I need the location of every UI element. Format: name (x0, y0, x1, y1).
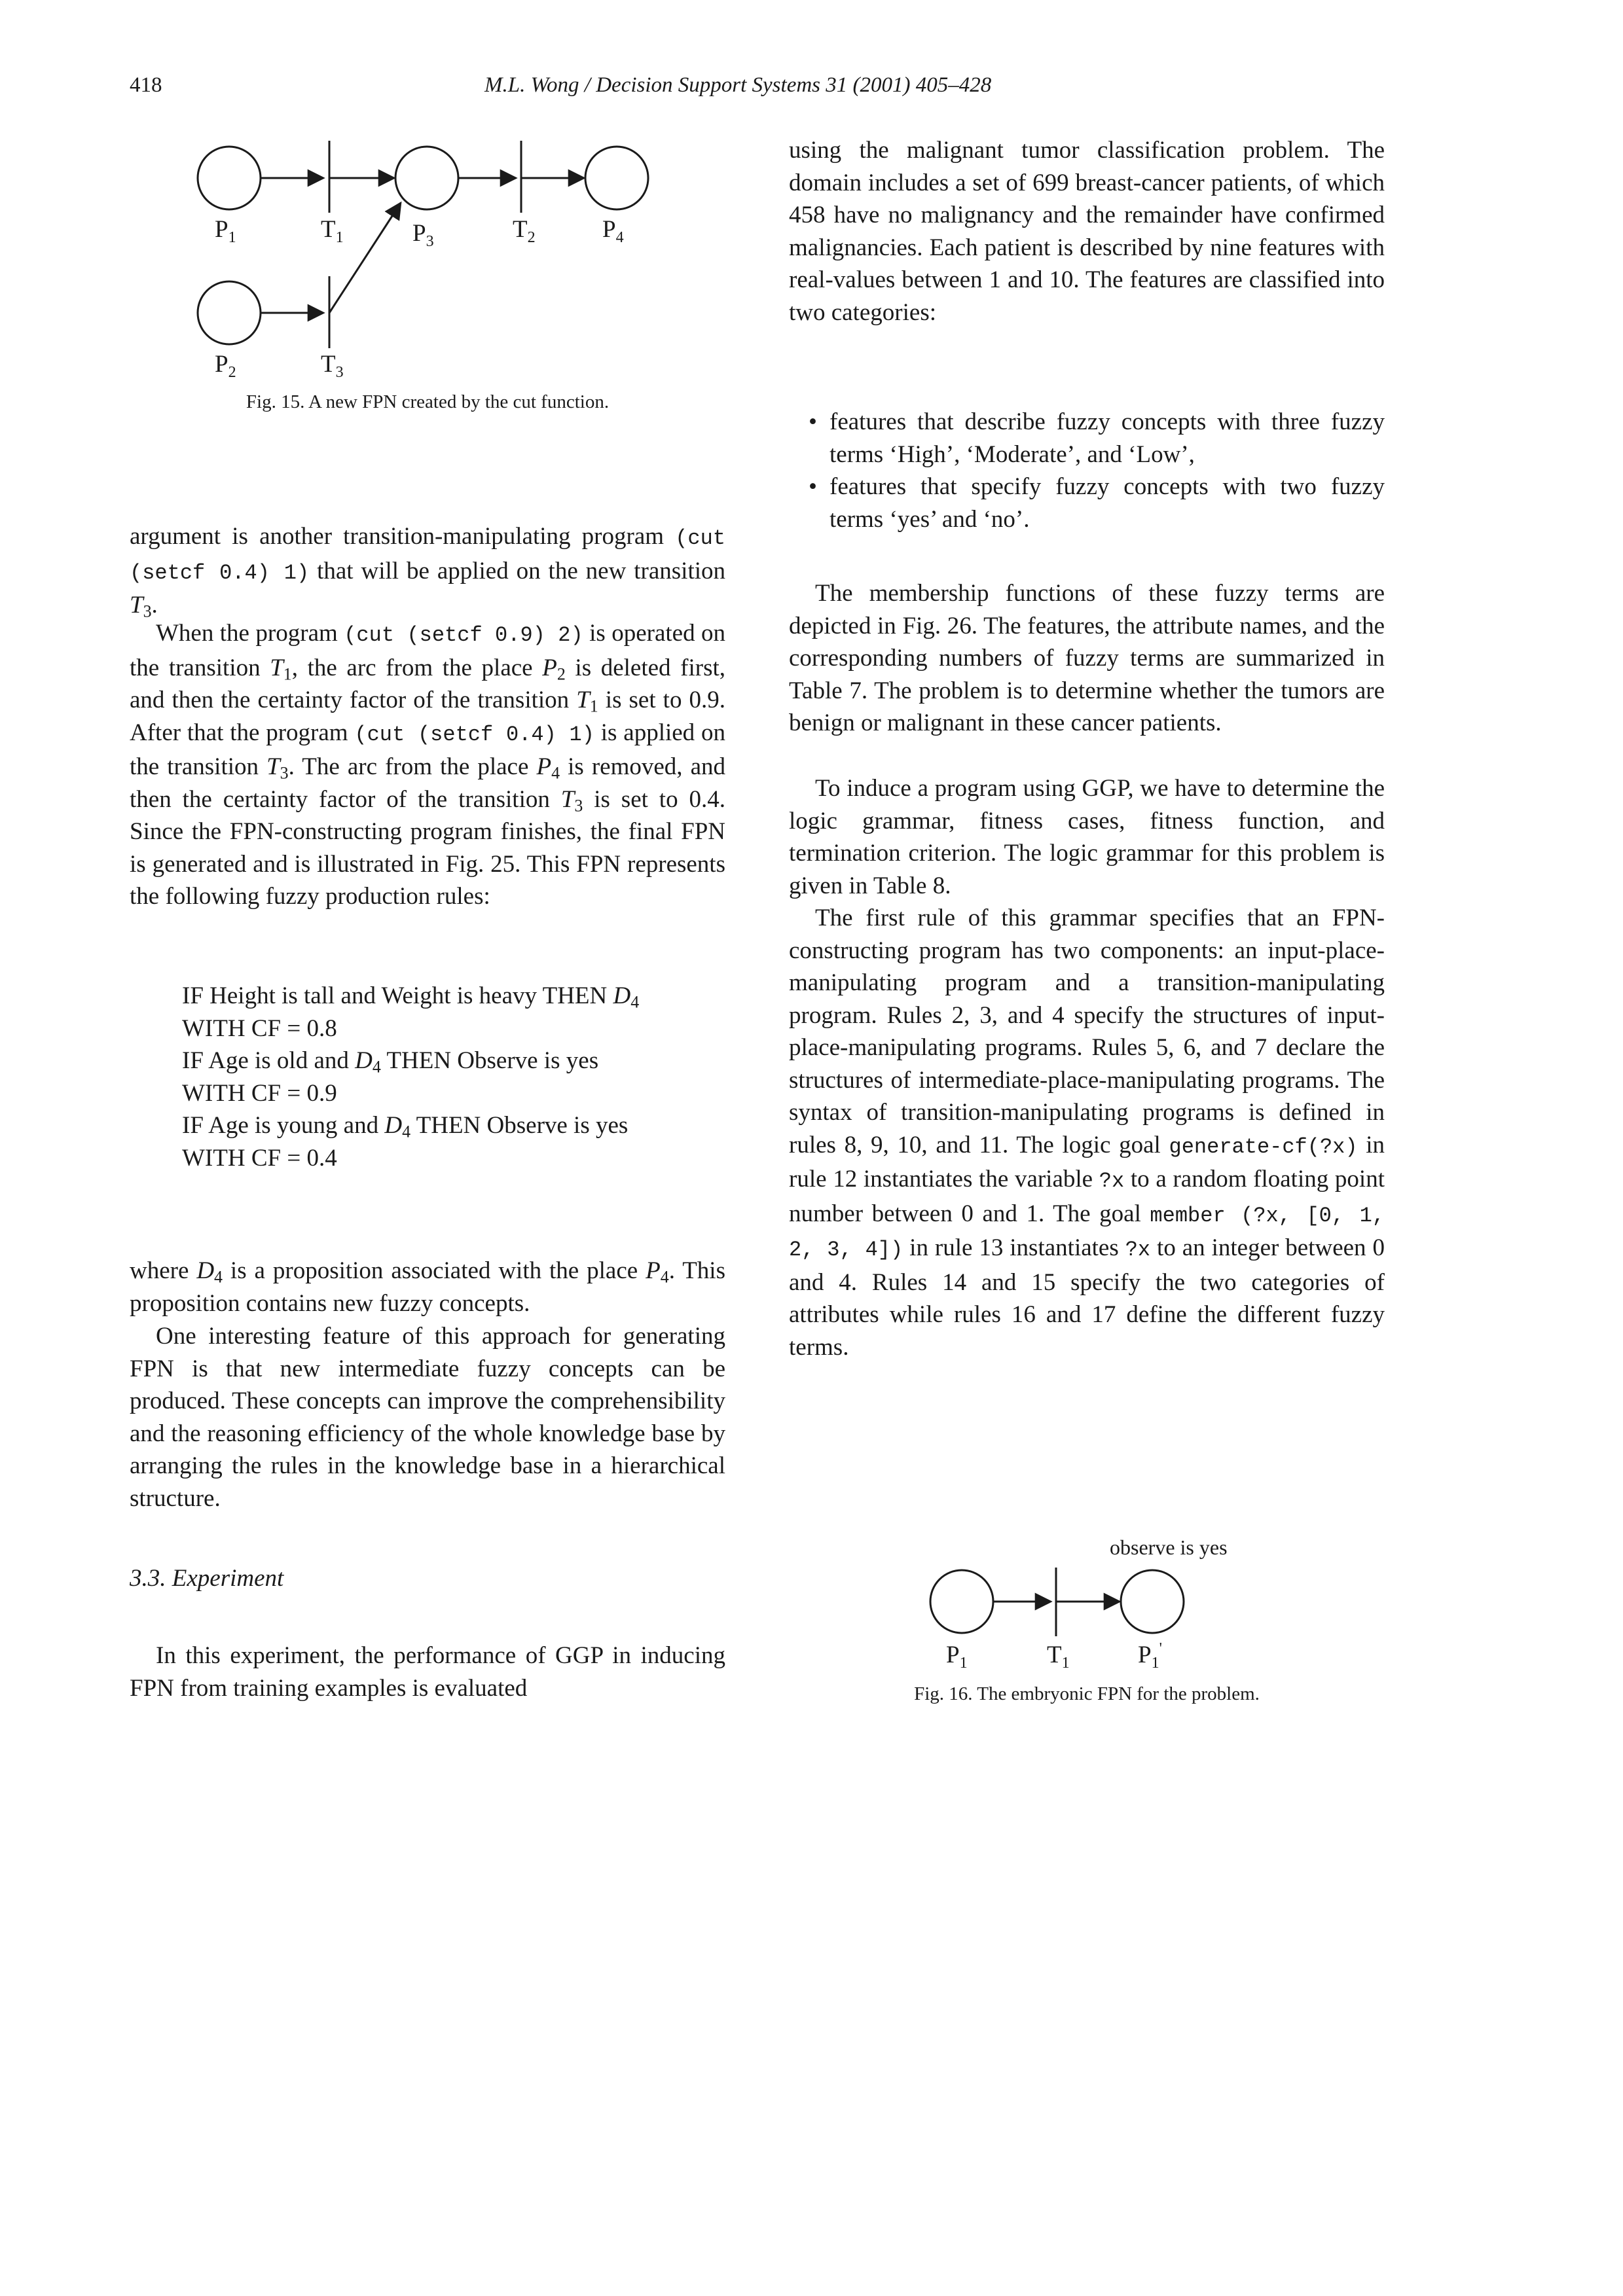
label-p1-prime: $P_1'$ (1138, 1640, 1162, 1672)
place-p3 (395, 147, 458, 209)
rule-line: IF Age is young and $D_4$ THEN Observe is yes (182, 1112, 629, 1141)
place-p4 (585, 147, 648, 209)
arc-t3-p3 (329, 203, 401, 313)
place-p2 (198, 281, 261, 344)
paragraph: One interesting feature of this approach for generating FPN is that new intermediate fuzzy concepts can be produced. These concepts can improve the comprehensibility and the reasoning efficiency of the whole knowledge base by arranging the rules in the knowledge base in a hierarchical structure. (130, 1323, 725, 1512)
bullet-list (789, 406, 1385, 535)
label-p3: $P_3$ (412, 220, 434, 250)
page-number: 418 (130, 73, 162, 97)
label-p2: $P_2$ (215, 351, 236, 381)
rule-line: IF Age is old and $D_4$ THEN Observe is yes (182, 1047, 599, 1077)
paragraph: using the malignant tumor classification problem. The domain includes a set of 699 breast-cancer patients, of which 458 have no malignancy and the remainder have confirmed malignancies. Each patient is described by nine features with real-values between 1 and 10. The features are classified into two categories: (789, 137, 1385, 326)
paragraph: The first rule of this grammar specifies that an FPN-constructing program has two components: an input-place-manipulating program and a transition-manipulating program. Rules 2, 3, and 4 specify the structures of input-place-manipulating programs. Rules 5, 6, and 7 declare the structures of intermediate-place-manipulating programs. The syntax of transition-manipulating programs is defined in rules 8, 9, 10, and 11. The logic goal generate-cf(?x) in rule 12 instantiates the variable ?x to a random floating point number between 0 and 1. The goal member (?x, [0, 1, 2, 3, 4]) in rule 13 instantiates ?x to an integer between 0 and 4. Rules 14 and 15 specify the two categories of attributes while rules 16 and 17 define the different fuzzy terms. (789, 905, 1385, 1361)
figure-16-diagram (789, 1528, 1385, 1679)
label-p4: $P_4$ (602, 216, 624, 246)
label-t2: $T_2$ (513, 216, 536, 246)
figure-16-caption: Fig. 16. The embryonic FPN for the problem. (914, 1683, 1260, 1704)
paragraph: The membership functions of these fuzzy terms are depicted in Fig. 26. The features, the attribute names, and the corresponding numbers of fuzzy terms are summarized in Table 7. The problem is to determine whether the tumors are benign or malignant in these cancer patients. (789, 580, 1385, 736)
paragraph: To induce a program using GGP, we have to determine the logic grammar, fitness cases, fitness function, and termination criterion. The logic grammar for this problem is given in Table 8. (789, 775, 1385, 899)
figure-15-caption: Fig. 15. A new FPN created by the cut function. (246, 391, 610, 412)
paragraph: where $D_4$ is a proposition associated with the place $P_4$. This proposition contains new fuzzy concepts. (130, 1257, 725, 1317)
figure-15-diagram (130, 131, 725, 406)
rule-line: WITH CF = 0.4 (182, 1144, 337, 1172)
paragraph: In this experiment, the performance of GGP in inducing FPN from training examples is evaluated (130, 1642, 725, 1702)
rule-line: IF Height is tall and Weight is heavy THEN $D_4$ (182, 982, 640, 1012)
paragraph: argument is another transition-manipulating program (cut (setcf 0.4) 1) that will be applied on the new transition $T_3$. (130, 523, 725, 621)
running-title: M.L. Wong / Decision Support Systems 31 (2001) 405–428 (484, 73, 992, 97)
place-p1-prime (1121, 1570, 1184, 1633)
place-p1 (930, 1570, 993, 1633)
rule-line: WITH CF = 0.9 (182, 1079, 337, 1107)
label-observe-is-yes: observe is yes (1110, 1535, 1228, 1559)
rule-line: WITH CF = 0.8 (182, 1014, 337, 1042)
paragraph: When the program (cut (setcf 0.9) 2) is operated on the transition $T_1$, the arc from the place $P_2$ is deleted first, and then the certainty factor of the transition $T_1$ is set to 0.9. After that the program (cut (setcf 0.4) 1) is applied on the transition $T_3$. The arc from the place $P_4$ is removed, and then the certainty factor of the transition $T_3$ is set to 0.4. Since the FPN-constructing program finishes, the final FPN is generated and is illustrated in Fig. 25. This FPN represents the following fuzzy production rules: (130, 620, 726, 910)
label-t1: $T_1$ (321, 216, 344, 246)
bullet-item: • features that specify fuzzy concepts with two fuzzy terms ‘yes’ and ‘no’. (809, 473, 1385, 533)
place-p1 (198, 147, 261, 209)
label-p1: $P_1$ (946, 1641, 968, 1672)
label-t3: $T_3$ (321, 351, 344, 381)
rules-list (182, 980, 725, 1174)
label-p1: $P_1$ (215, 216, 236, 246)
bullet-item: • features that describe fuzzy concepts with three fuzzy terms ‘High’, ‘Moderate’, and ‘Low’, (809, 408, 1385, 468)
label-t1: $T_1$ (1047, 1641, 1070, 1672)
section-heading: 3.3. Experiment (130, 1565, 284, 1592)
